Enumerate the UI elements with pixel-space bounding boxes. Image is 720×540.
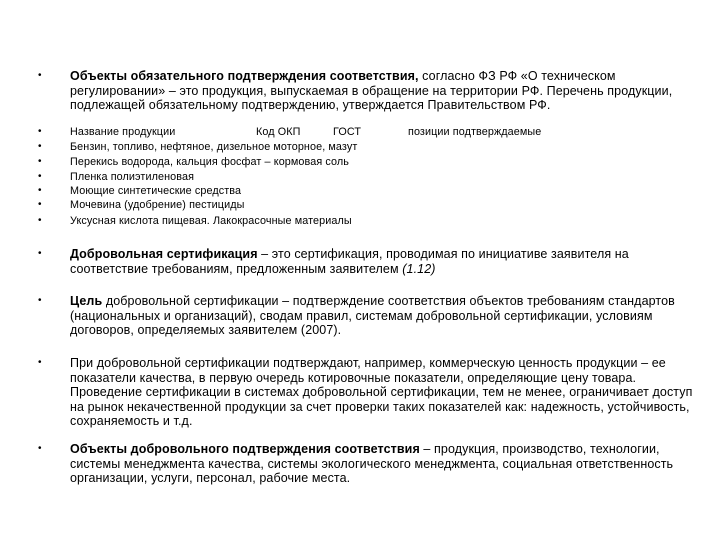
voluntary-confirmation-text: При добровольной сертификации подтверждают, например, коммерческую ценность продукции – ее показатели качества, в первую очередь котировочные показатели, определяющие цену товара. Проведение сертификации в системах добровольной сертификации, тем не менее, ограничивает доступ на рынок некачественной продукции за счет проверки таких показателей как: надежность, устойчивость, сохраняемость и т.д.	[70, 356, 693, 428]
bullet: •	[38, 295, 42, 306]
bullet: •	[38, 357, 42, 368]
goal-text	[70, 294, 695, 338]
voluntary-certification-body: – это сертификация, проводимая по инициативе заявителя на соответствие требованиям, предложенным заявителем	[70, 247, 629, 276]
bullet: •	[38, 215, 42, 226]
voluntary-objects-heading: Объекты добровольного подтверждения соответствия	[70, 442, 420, 456]
voluntary-certification-heading: Добровольная сертификация	[70, 247, 258, 261]
voluntary-objects-body: – продукция, производство, технологии, системы менеджмента качества, системы экологического менеджмента, социальная ответственность организации, услуги, персонал, рабочие места.	[70, 442, 674, 485]
product-text: Мочевина (удобрение) пестициды	[70, 199, 245, 211]
products-header	[70, 126, 695, 139]
product-text: Бензин, топливо, нефтяное, дизельное моторное, мазут	[70, 141, 358, 153]
bullet: •	[38, 443, 42, 454]
product-text: Пленка полиэтиленовая	[70, 171, 195, 183]
bullet: •	[38, 171, 42, 182]
bullet: •	[38, 156, 42, 167]
bullet: •	[38, 185, 42, 196]
mandatory-objects-body: согласно ФЗ РФ «О техническом регулировании» – это продукция, выпускаемая в обращение на территории РФ. Перечень продукции, подлежащей обязательному подтверждению, утверждается Правительством РФ.	[70, 69, 673, 112]
product-text: Перекись водорода, кальция фосфат – кормовая соль	[70, 156, 350, 168]
header-gost: ГОСТ	[333, 126, 362, 138]
voluntary-certification-ref: (1.12)	[402, 261, 436, 276]
goal-body: добровольной сертификации – подтверждение соответствия объектов требованиям стандартов (национальных и организаций), сводам правил, системам добровольной сертификации, условиям договоров, определяемых заявителем (2007).	[70, 294, 675, 337]
bullet: •	[38, 126, 42, 137]
goal-heading: Цель	[70, 294, 103, 308]
bullet: •	[38, 199, 42, 210]
voluntary-certification-text	[70, 247, 695, 276]
bullet: •	[38, 70, 42, 81]
bullet: •	[38, 248, 42, 259]
voluntary-objects-text	[70, 442, 695, 486]
mandatory-objects-text	[70, 69, 695, 113]
bullet: •	[38, 141, 42, 152]
product-text: Уксусная кислота пищевая. Лакокрасочные материалы	[70, 215, 352, 227]
product-text: Моющие синтетические средства	[70, 185, 242, 197]
header-okp: Код ОКП	[256, 126, 301, 138]
mandatory-objects-heading: Объекты обязательного подтверждения соответствия,	[70, 69, 419, 83]
header-name: Название продукции	[70, 126, 176, 138]
header-positions: позиции подтверждаемые	[408, 126, 542, 138]
